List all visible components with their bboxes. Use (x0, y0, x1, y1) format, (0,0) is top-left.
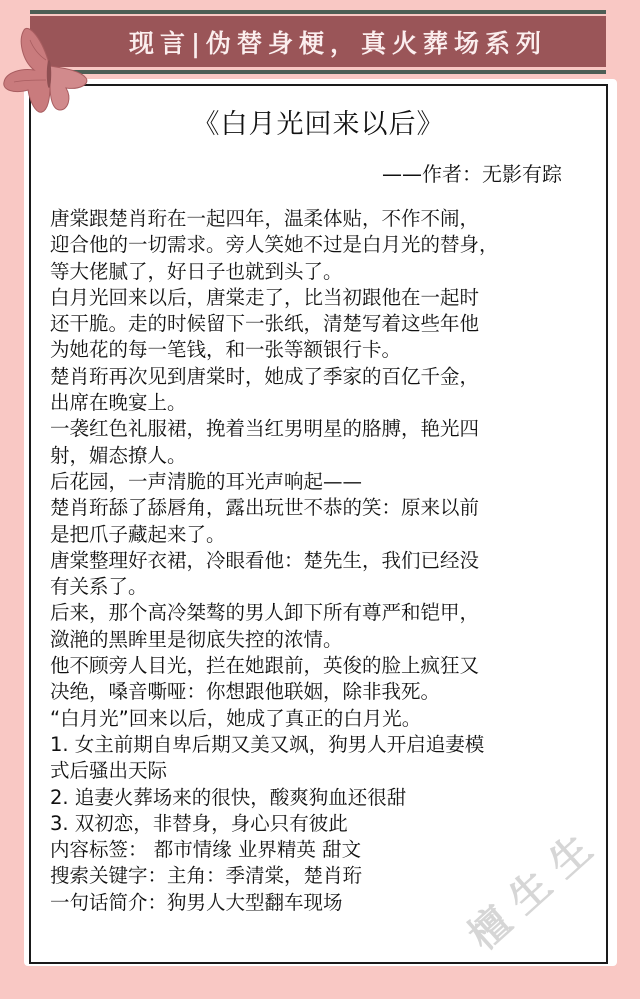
synopsis-line: 决绝，嗓音嘶哑：你想跟他联姻，除非我死。 (50, 680, 441, 704)
synopsis-line: 还干脆。走的时候留下一张纸，清楚写着这些年他 (50, 312, 480, 336)
banner-title: 现言|伪替身梗，真火葬场系列 (128, 28, 548, 58)
synopsis-line: 一袭红色礼服裙，挽着当红男明星的胳膊，艳光四 (50, 417, 480, 441)
book-synopsis (50, 206, 595, 916)
synopsis-line: 有关系了。 (50, 575, 148, 599)
content-tags: 内容标签： 都市情缘 业界精英 甜文 (50, 838, 362, 862)
synopsis-line: 唐棠跟楚肖珩在一起四年，温柔体贴，不作不闹， (50, 207, 480, 230)
synopsis-line: 射，媚态撩人。 (50, 443, 187, 467)
synopsis-line: 迎合他的一切需求。旁人笑她不过是白月光的替身， (50, 233, 499, 257)
synopsis-line: 等大佬腻了，好日子也就到头了。 (50, 259, 343, 283)
highlight-line: 1. 女主前期自卑后期又美又飒，狗男人开启追妻模 (50, 732, 485, 756)
banner-bottom-stripe (30, 70, 606, 74)
synopsis-line: 他不顾旁人目光，拦在她跟前，英俊的脸上疯狂又 (50, 654, 480, 678)
synopsis-line: 为她花的每一笔钱，和一张等额银行卡。 (50, 338, 402, 362)
synopsis-line: 出席在晚宴上。 (50, 391, 187, 415)
butterfly-icon (0, 10, 100, 120)
synopsis-line: 是把爪子藏起来了。 (50, 522, 226, 546)
watermark-text: 檀生生 (459, 815, 611, 959)
highlight-line: 2. 追妻火葬场来的很快，酸爽狗血还很甜 (50, 785, 407, 809)
one-line-summary: 一句话简介：狗男人大型翻车现场 (50, 890, 343, 914)
highlight-line: 3. 双初恋，非替身，身心只有彼此 (50, 811, 348, 835)
synopsis-line: 楚肖珩再次见到唐棠时，她成了季家的百亿千金， (50, 364, 480, 388)
synopsis-line: 潋滟的黑眸里是彻底失控的浓情。 (50, 627, 343, 651)
synopsis-line: 白月光回来以后，唐棠走了，比当初跟他在一起时 (50, 285, 480, 309)
search-keywords: 搜索关键字：主角：季清棠，楚肖珩 (50, 864, 363, 888)
synopsis-line: 唐棠整理好衣裙，冷眼看他：楚先生，我们已经没 (50, 548, 480, 572)
synopsis-line: 楚肖珩舔了舔唇角，露出玩世不恭的笑：原来以前 (50, 496, 480, 520)
synopsis-line: 后来，那个高冷桀骜的男人卸下所有尊严和铠甲， (50, 601, 480, 625)
series-banner (30, 9, 606, 75)
synopsis-line: 后花园，一声清脆的耳光声响起—— (50, 469, 363, 493)
banner-top-stripe (30, 10, 606, 14)
synopsis-line: “白月光”回来以后，她成了真正的白月光。 (50, 706, 422, 730)
book-title: 《白月光回来以后》 (192, 109, 445, 140)
banner-band (30, 16, 606, 67)
highlight-line: 式后骚出天际 (50, 759, 168, 783)
book-author: ——作者：无影有踪 (382, 162, 562, 186)
